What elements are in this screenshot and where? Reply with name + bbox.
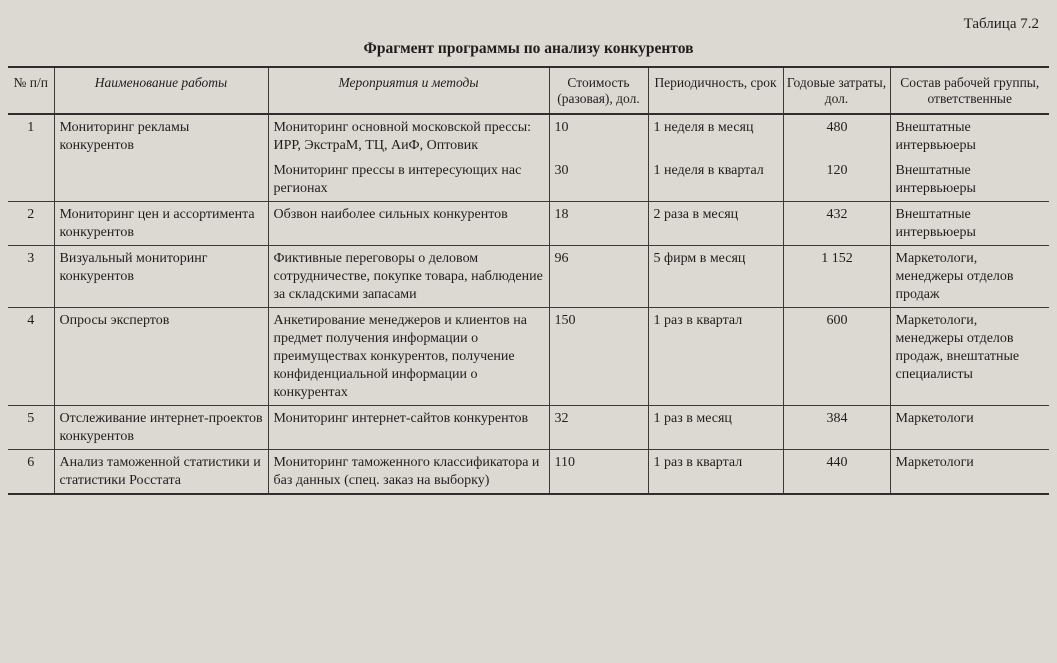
cell-annual: 432	[783, 202, 890, 246]
cell-num: 4	[8, 308, 54, 406]
cell-period: 1 раз в месяц	[648, 406, 783, 450]
cell-work: Мониторинг цен и ассортимента конкурентов	[54, 202, 268, 246]
cell-cost: 18	[549, 202, 648, 246]
header-work: Наименование работы	[54, 67, 268, 114]
table-row	[8, 450, 1049, 495]
header-row	[8, 67, 1049, 114]
cell-methods: Фиктивные переговоры о деловом сотрудничестве, покупке товара, наблюдение за складскими запасами	[268, 246, 549, 308]
cell-num: 2	[8, 202, 54, 246]
table-title: Фрагмент программы по анализу конкурентов	[363, 40, 694, 57]
cell-annual: 384	[783, 406, 890, 450]
cell-methods: Мониторинг таможенного классификатора и баз данных (спец. заказ на выборку)	[268, 450, 549, 495]
cell-work: Отслеживание интернет-проектов конкурентов	[54, 406, 268, 450]
cell-num: 5	[8, 406, 54, 450]
cell-team: Маркетологи, менеджеры отделов продаж, внештатные специалисты	[890, 308, 1049, 406]
cell-methods: Анкетирование менеджеров и клиентов на предмет получения информации о преимуществах конкурентов, получение конфиденциальной информации о конкурентах	[268, 308, 549, 406]
cell-annual: 120	[783, 158, 890, 202]
cell-period: 1 неделя в месяц	[648, 114, 783, 158]
cell-methods: Обзвон наиболее сильных конкурентов	[268, 202, 549, 246]
cell-period: 1 неделя в квартал	[648, 158, 783, 202]
cell-methods: Мониторинг прессы в интересующих нас регионах	[268, 158, 549, 202]
cell-team: Внештатные интервьюеры	[890, 114, 1049, 158]
table-number: Таблица 7.2	[963, 16, 1039, 32]
cell-cost: 32	[549, 406, 648, 450]
cell-period: 2 раза в месяц	[648, 202, 783, 246]
table-row	[8, 114, 1049, 158]
table-row	[8, 308, 1049, 406]
header-annual: Годовые затраты, дол.	[783, 67, 890, 114]
cell-work: Опросы экспертов	[54, 308, 268, 406]
cell-period: 1 раз в квартал	[648, 308, 783, 406]
cell-period: 1 раз в квартал	[648, 450, 783, 495]
cell-team: Маркетологи	[890, 450, 1049, 495]
cell-work: Анализ таможенной статистики и статистики Росстата	[54, 450, 268, 495]
cell-cost: 30	[549, 158, 648, 202]
table-row	[8, 406, 1049, 450]
cell-period: 5 фирм в месяц	[648, 246, 783, 308]
cell-num: 6	[8, 450, 54, 495]
header-num: № п/п	[8, 67, 54, 114]
cell-methods: Мониторинг интернет-сайтов конкурентов	[268, 406, 549, 450]
cell-team: Маркетологи	[890, 406, 1049, 450]
header-cost: Стоимость (разовая), дол.	[549, 67, 648, 114]
header-methods: Мероприятия и методы	[268, 67, 549, 114]
competitor-analysis-table	[8, 66, 1049, 495]
cell-num	[8, 158, 54, 202]
cell-annual: 600	[783, 308, 890, 406]
cell-team: Маркетологи, менеджеры отделов продаж	[890, 246, 1049, 308]
cell-methods: Мониторинг основной московской прессы: ИРР, ЭкстраМ, ТЦ, АиФ, Оптовик	[268, 114, 549, 158]
cell-work	[54, 158, 268, 202]
cell-annual: 1 152	[783, 246, 890, 308]
cell-work: Мониторинг рекламы конкурентов	[54, 114, 268, 158]
table-row	[8, 158, 1049, 202]
cell-cost: 110	[549, 450, 648, 495]
cell-annual: 480	[783, 114, 890, 158]
header-team: Состав рабочей группы, ответственные	[890, 67, 1049, 114]
cell-annual: 440	[783, 450, 890, 495]
table-row	[8, 246, 1049, 308]
table-row	[8, 202, 1049, 246]
cell-num: 3	[8, 246, 54, 308]
cell-cost: 96	[549, 246, 648, 308]
header-period: Периодичность, срок	[648, 67, 783, 114]
cell-num: 1	[27, 120, 35, 135]
cell-cost: 150	[549, 308, 648, 406]
cell-team: Внештатные интервьюеры	[890, 158, 1049, 202]
cell-cost: 10	[549, 114, 648, 158]
cell-work: Визуальный мониторинг конкурентов	[54, 246, 268, 308]
cell-team: Внештатные интервьюеры	[890, 202, 1049, 246]
